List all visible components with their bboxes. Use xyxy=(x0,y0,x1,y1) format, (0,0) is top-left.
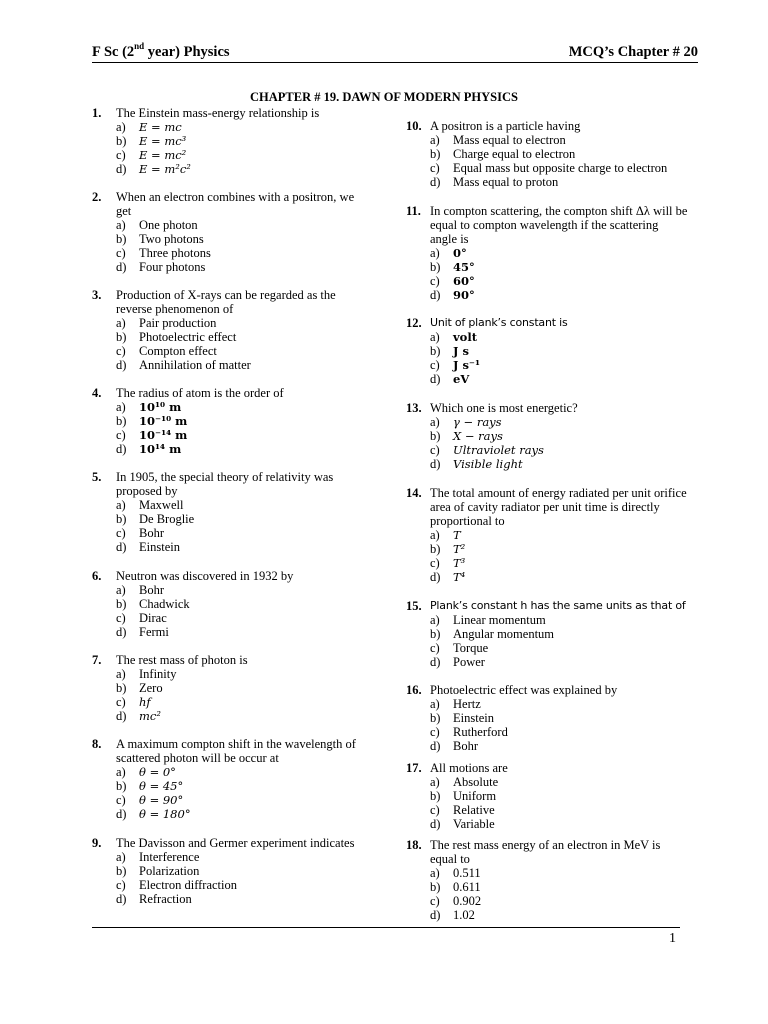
option-letter: c) xyxy=(430,556,440,570)
option-a xyxy=(430,866,688,880)
footer-rule xyxy=(92,927,680,928)
option-c xyxy=(116,695,357,709)
question-number: 17. xyxy=(406,761,422,775)
question-18 xyxy=(406,838,688,922)
option-text: Charge equal to electron xyxy=(453,147,576,161)
question-text: Production of X-rays can be regarded as the reverse phenomenon of xyxy=(116,288,336,316)
question-number: 2. xyxy=(92,190,102,204)
option-text: 10⁻¹⁰ m xyxy=(139,414,188,428)
option-b xyxy=(116,134,357,148)
question-number: 15. xyxy=(406,599,422,613)
question-4 xyxy=(92,386,357,456)
option-text: 0.511 xyxy=(453,866,481,880)
option-d xyxy=(116,540,357,554)
question-9 xyxy=(92,836,357,906)
option-text: Two photons xyxy=(139,232,204,246)
option-text: Equal mass but opposite charge to electron xyxy=(453,161,668,175)
option-letter: b) xyxy=(430,627,441,641)
option-text: T xyxy=(453,528,461,542)
option-text: Photoelectric effect xyxy=(139,330,237,344)
option-letter: a) xyxy=(430,133,440,147)
option-letter: c) xyxy=(116,695,126,709)
option-letter: a) xyxy=(116,120,126,134)
question-8 xyxy=(92,737,357,821)
option-d xyxy=(116,625,357,639)
option-letter: b) xyxy=(116,779,127,793)
option-letter: b) xyxy=(116,414,127,428)
option-text: Linear momentum xyxy=(453,613,546,627)
option-letter: c) xyxy=(430,358,440,372)
question-7 xyxy=(92,653,357,723)
question-number: 8. xyxy=(92,737,102,751)
option-letter: a) xyxy=(116,316,126,330)
option-a xyxy=(430,528,688,542)
option-letter: a) xyxy=(116,850,126,864)
option-b xyxy=(430,429,688,443)
option-c xyxy=(430,725,688,739)
option-letter: d) xyxy=(116,162,127,176)
option-b xyxy=(430,880,688,894)
option-text: 60° xyxy=(453,274,475,288)
question-number: 6. xyxy=(92,569,102,583)
option-b xyxy=(116,512,357,526)
option-a xyxy=(116,316,357,330)
option-letter: d) xyxy=(430,817,441,831)
option-letter: a) xyxy=(430,528,440,542)
option-text: Angular momentum xyxy=(453,627,555,641)
option-letter: c) xyxy=(430,641,440,655)
chapter-title: CHAPTER # 19. DAWN OF MODERN PHYSICS xyxy=(250,90,518,104)
option-c xyxy=(116,611,357,625)
option-text: Fermi xyxy=(139,625,169,639)
option-b xyxy=(116,414,357,428)
question-number: 1. xyxy=(92,106,102,120)
question-text: The Davisson and Germer experiment indicates xyxy=(116,836,355,850)
option-letter: a) xyxy=(430,415,440,429)
option-text: θ = 0° xyxy=(139,765,176,779)
option-d xyxy=(116,358,357,372)
option-d xyxy=(116,709,357,723)
question-number: 14. xyxy=(406,486,422,500)
option-text: Dirac xyxy=(139,611,167,625)
option-text: Three photons xyxy=(139,246,211,260)
option-a xyxy=(116,498,357,512)
question-number: 3. xyxy=(92,288,102,302)
option-letter: d) xyxy=(430,175,441,189)
option-text: 0.902 xyxy=(453,894,482,908)
option-letter: a) xyxy=(430,775,440,789)
option-letter: d) xyxy=(116,358,127,372)
option-text: 10⁻¹⁴ m xyxy=(139,428,188,442)
question-text: In compton scattering, the compton shift Δλ will be equal to compton wavelength if the scattering angle is xyxy=(430,204,688,246)
option-a xyxy=(430,613,688,627)
option-a xyxy=(116,850,357,864)
question-13 xyxy=(406,401,688,471)
option-letter: c) xyxy=(116,428,126,442)
option-letter: a) xyxy=(430,246,440,260)
option-text: Maxwell xyxy=(139,498,184,512)
option-text: Absolute xyxy=(453,775,499,789)
option-text: 0.611 xyxy=(453,880,481,894)
question-text: In 1905, the special theory of relativity was proposed by xyxy=(116,470,334,498)
option-text: T² xyxy=(453,542,466,556)
option-text: J s⁻¹ xyxy=(453,358,481,372)
question-number: 12. xyxy=(406,316,422,330)
question-text: The radius of atom is the order of xyxy=(116,386,284,400)
option-c xyxy=(430,894,688,908)
option-text: Zero xyxy=(139,681,163,695)
option-text: eV xyxy=(453,372,470,386)
question-11 xyxy=(406,204,688,302)
question-5 xyxy=(92,470,357,554)
option-b xyxy=(430,542,688,556)
option-text: Power xyxy=(453,655,485,669)
option-letter: d) xyxy=(430,570,441,584)
option-d xyxy=(430,372,688,386)
option-letter: c) xyxy=(116,148,126,162)
option-letter: b) xyxy=(430,260,441,274)
question-6 xyxy=(92,569,357,639)
option-a xyxy=(430,133,688,147)
option-a xyxy=(430,697,688,711)
option-text: E = m²c² xyxy=(139,162,191,176)
option-letter: b) xyxy=(116,864,127,878)
option-letter: b) xyxy=(116,512,127,526)
option-d xyxy=(430,908,688,922)
option-c xyxy=(116,428,357,442)
option-a xyxy=(116,120,357,134)
option-text: J s xyxy=(453,344,469,358)
question-1 xyxy=(92,106,357,176)
option-c xyxy=(116,526,357,540)
question-number: 5. xyxy=(92,470,102,484)
option-letter: b) xyxy=(430,147,441,161)
option-text: mc² xyxy=(139,709,161,723)
option-letter: b) xyxy=(430,789,441,803)
option-letter: a) xyxy=(430,697,440,711)
option-a xyxy=(116,667,357,681)
option-letter: a) xyxy=(116,667,126,681)
question-number: 10. xyxy=(406,119,422,133)
option-text: Visible light xyxy=(453,457,523,471)
question-number: 11. xyxy=(406,204,421,218)
option-d xyxy=(116,260,357,274)
option-text: Pair production xyxy=(139,316,217,330)
question-text: Photoelectric effect was explained by xyxy=(430,683,618,697)
option-letter: d) xyxy=(430,288,441,302)
option-letter: b) xyxy=(116,681,127,695)
question-text: Neutron was discovered in 1932 by xyxy=(116,569,294,583)
option-text: hf xyxy=(139,695,151,709)
option-letter: c) xyxy=(116,526,126,540)
option-text: Rutherford xyxy=(453,725,508,739)
option-c xyxy=(116,793,357,807)
question-text: When an electron combines with a positron, we get xyxy=(116,190,355,218)
option-letter: d) xyxy=(430,372,441,386)
question-text: All motions are xyxy=(430,761,508,775)
option-letter: c) xyxy=(430,803,440,817)
option-text: Infinity xyxy=(139,667,177,681)
option-c xyxy=(430,443,688,457)
option-b xyxy=(116,864,357,878)
option-b xyxy=(430,147,688,161)
option-text: Interference xyxy=(139,850,200,864)
option-text: Einstein xyxy=(453,711,494,725)
question-text: Plank’s constant h has the same units as that of xyxy=(430,599,686,612)
option-letter: d) xyxy=(116,709,127,723)
option-letter: a) xyxy=(116,218,126,232)
option-text: 10¹⁴ m xyxy=(139,442,182,456)
option-a xyxy=(430,246,688,260)
option-letter: d) xyxy=(430,908,441,922)
option-letter: c) xyxy=(430,443,440,457)
option-text: Bohr xyxy=(453,739,478,753)
option-text: Torque xyxy=(453,641,489,655)
question-number: 16. xyxy=(406,683,422,697)
option-letter: d) xyxy=(116,442,127,456)
option-text: De Broglie xyxy=(139,512,195,526)
option-c xyxy=(430,803,688,817)
option-text: 0° xyxy=(453,246,467,260)
option-text: Hertz xyxy=(453,697,481,711)
question-15 xyxy=(406,599,688,669)
option-text: T⁴ xyxy=(453,570,466,584)
option-letter: a) xyxy=(116,583,126,597)
question-number: 18. xyxy=(406,838,422,852)
option-c xyxy=(116,148,357,162)
option-b xyxy=(430,627,688,641)
option-c xyxy=(116,246,357,260)
option-text: 90° xyxy=(453,288,475,302)
option-text: θ = 45° xyxy=(139,779,184,793)
option-d xyxy=(430,457,688,471)
option-a xyxy=(430,330,688,344)
option-text: Relative xyxy=(453,803,495,817)
option-letter: b) xyxy=(430,344,441,358)
option-text: Compton effect xyxy=(139,344,217,358)
option-c xyxy=(430,358,688,372)
question-text: A positron is a particle having xyxy=(430,119,581,133)
question-text: The Einstein mass-energy relationship is xyxy=(116,106,320,120)
question-number: 13. xyxy=(406,401,422,415)
option-a xyxy=(430,775,688,789)
option-a xyxy=(116,400,357,414)
option-letter: d) xyxy=(430,655,441,669)
question-10 xyxy=(406,119,688,189)
question-text: The total amount of energy radiated per unit orifice area of cavity radiator per unit time is directly proportional to xyxy=(430,486,687,528)
option-b xyxy=(116,597,357,611)
option-letter: c) xyxy=(430,725,440,739)
header-rule xyxy=(92,62,698,63)
option-text: Einstein xyxy=(139,540,180,554)
option-d xyxy=(430,288,688,302)
option-b xyxy=(430,789,688,803)
question-3 xyxy=(92,288,357,372)
option-text: E = mc³ xyxy=(139,134,187,148)
option-a xyxy=(430,415,688,429)
option-letter: b) xyxy=(430,542,441,556)
option-letter: c) xyxy=(116,878,126,892)
option-text: Mass equal to electron xyxy=(453,133,566,147)
option-text: θ = 180° xyxy=(139,807,191,821)
option-c xyxy=(430,161,688,175)
option-letter: c) xyxy=(116,611,126,625)
option-letter: c) xyxy=(116,344,126,358)
option-d xyxy=(116,442,357,456)
option-c xyxy=(116,344,357,358)
option-letter: b) xyxy=(116,330,127,344)
option-letter: d) xyxy=(116,625,127,639)
option-letter: c) xyxy=(430,274,440,288)
option-c xyxy=(116,878,357,892)
option-a xyxy=(116,218,357,232)
option-letter: d) xyxy=(116,260,127,274)
option-b xyxy=(430,260,688,274)
option-text: Polarization xyxy=(139,864,200,878)
option-text: E = mc xyxy=(139,120,182,134)
question-text: Which one is most energetic? xyxy=(430,401,578,415)
option-letter: a) xyxy=(430,330,440,344)
option-b xyxy=(116,232,357,246)
option-letter: c) xyxy=(116,793,126,807)
option-text: Uniform xyxy=(453,789,497,803)
option-d xyxy=(430,175,688,189)
option-letter: a) xyxy=(430,613,440,627)
question-16 xyxy=(406,683,688,753)
header-title: F Sc (2nd year) Physics xyxy=(92,41,230,60)
option-d xyxy=(116,162,357,176)
question-text: The rest mass energy of an electron in MeV is equal to xyxy=(430,838,661,866)
option-letter: a) xyxy=(116,765,126,779)
option-letter: c) xyxy=(430,161,440,175)
option-letter: b) xyxy=(116,597,127,611)
question-12 xyxy=(406,316,688,386)
option-a xyxy=(116,765,357,779)
option-letter: c) xyxy=(116,246,126,260)
option-text: Variable xyxy=(453,817,495,831)
option-letter: d) xyxy=(116,892,127,906)
option-b xyxy=(430,711,688,725)
option-b xyxy=(116,681,357,695)
page-number: 1 xyxy=(669,931,676,946)
option-text: T³ xyxy=(453,556,466,570)
option-text: Bohr xyxy=(139,583,164,597)
option-letter: c) xyxy=(430,894,440,908)
option-text: Ultraviolet rays xyxy=(453,443,544,457)
option-a xyxy=(116,583,357,597)
option-letter: d) xyxy=(116,540,127,554)
option-text: volt xyxy=(453,330,478,344)
option-c xyxy=(430,641,688,655)
question-14 xyxy=(406,486,688,584)
option-text: Refraction xyxy=(139,892,192,906)
page-header xyxy=(92,41,698,64)
option-letter: b) xyxy=(116,232,127,246)
option-text: One photon xyxy=(139,218,198,232)
option-text: 10¹⁰ m xyxy=(139,400,182,414)
option-d xyxy=(116,892,357,906)
option-text: Annihilation of matter xyxy=(139,358,251,372)
option-text: X − rays xyxy=(453,429,503,443)
option-b xyxy=(430,344,688,358)
option-d xyxy=(430,739,688,753)
option-letter: a) xyxy=(116,498,126,512)
option-letter: b) xyxy=(430,429,441,443)
option-text: 45° xyxy=(453,260,475,274)
option-letter: a) xyxy=(116,400,126,414)
question-text: A maximum compton shift in the wavelength of scattered photon will be occur at xyxy=(116,737,356,765)
option-text: Bohr xyxy=(139,526,164,540)
option-letter: d) xyxy=(116,807,127,821)
option-letter: b) xyxy=(430,711,441,725)
option-d xyxy=(116,807,357,821)
option-text: γ − rays xyxy=(453,415,502,429)
option-d xyxy=(430,655,688,669)
option-text: Four photons xyxy=(139,260,206,274)
option-letter: a) xyxy=(430,866,440,880)
option-d xyxy=(430,570,688,584)
option-b xyxy=(116,779,357,793)
question-text: Unit of plank’s constant is xyxy=(430,316,568,329)
option-text: Chadwick xyxy=(139,597,190,611)
question-2 xyxy=(92,190,357,274)
option-text: Electron diffraction xyxy=(139,878,237,892)
header-chapter: MCQ’s Chapter # 20 xyxy=(568,44,698,60)
option-b xyxy=(116,330,357,344)
option-text: θ = 90° xyxy=(139,793,184,807)
option-d xyxy=(430,817,688,831)
option-letter: d) xyxy=(430,739,441,753)
option-c xyxy=(430,556,688,570)
option-letter: b) xyxy=(430,880,441,894)
option-text: Mass equal to proton xyxy=(453,175,559,189)
question-number: 7. xyxy=(92,653,102,667)
question-text: The rest mass of photon is xyxy=(116,653,248,667)
option-letter: b) xyxy=(116,134,127,148)
option-c xyxy=(430,274,688,288)
question-number: 9. xyxy=(92,836,102,850)
question-number: 4. xyxy=(92,386,102,400)
option-letter: d) xyxy=(430,457,441,471)
option-text: E = mc² xyxy=(139,148,187,162)
question-17 xyxy=(406,761,688,831)
option-text: 1.02 xyxy=(453,908,475,922)
